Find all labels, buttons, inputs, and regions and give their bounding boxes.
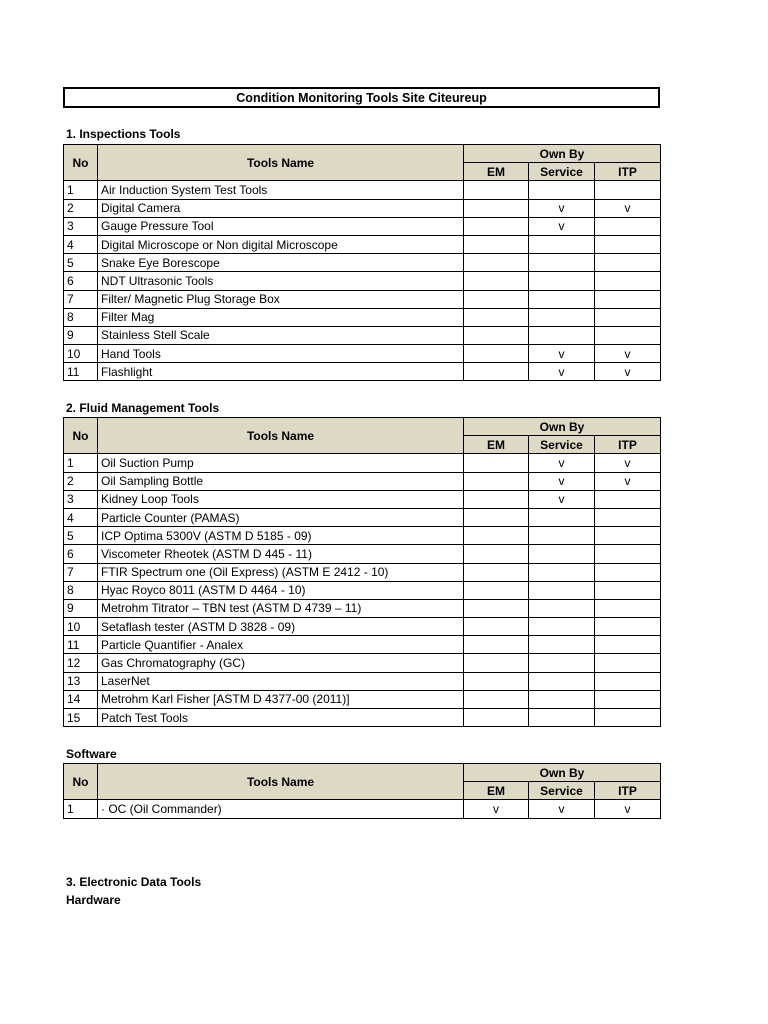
row-itp [595,508,661,526]
header-service: Service [529,782,595,800]
row-tool-name: Hyac Royco 8011 (ASTM D 4464 - 10) [98,581,464,599]
row-service: v [529,800,595,818]
row-tool-name: Oil Suction Pump [98,454,464,472]
table-row [64,508,661,526]
row-service: v [529,199,595,217]
row-service [529,654,595,672]
row-itp: v [595,800,661,818]
table-row [64,599,661,617]
row-itp [595,254,661,272]
section-heading-electronic-data: 3. Electronic Data Tools [66,875,202,889]
table-row [64,690,661,708]
row-itp [595,690,661,708]
header-service: Service [529,163,595,181]
row-itp: v [595,363,661,381]
row-tool-name: Setaflash tester (ASTM D 3828 - 09) [98,618,464,636]
row-no: 6 [64,272,98,290]
row-itp: v [595,454,661,472]
row-em [464,527,529,545]
header-no: No [64,418,98,454]
section-heading-hardware: Hardware [66,893,121,907]
row-service [529,599,595,617]
row-itp [595,599,661,617]
row-no: 5 [64,254,98,272]
row-em [464,363,529,381]
row-tool-name: NDT Ultrasonic Tools [98,272,464,290]
row-em: v [464,800,529,818]
row-no: 12 [64,654,98,672]
row-itp [595,490,661,508]
row-no: 9 [64,326,98,344]
row-no: 1 [64,800,98,818]
section-heading-software: Software [66,747,117,761]
table-row [64,618,661,636]
row-em [464,672,529,690]
header-em: EM [464,436,529,454]
row-service [529,672,595,690]
row-no: 1 [64,181,98,199]
row-tool-name: ICP Optima 5300V (ASTM D 5185 - 09) [98,527,464,545]
row-no: 3 [64,217,98,235]
section-heading-inspections: 1. Inspections Tools [66,127,181,141]
row-no: 11 [64,363,98,381]
row-service: v [529,345,595,363]
row-em [464,199,529,217]
row-no: 13 [64,672,98,690]
row-no: 1 [64,454,98,472]
row-tool-name: Filter Mag [98,308,464,326]
row-em [464,235,529,253]
table-row [64,709,661,727]
row-tool-name: LaserNet [98,672,464,690]
row-no: 6 [64,545,98,563]
row-em [464,545,529,563]
row-em [464,326,529,344]
row-itp [595,272,661,290]
row-no: 15 [64,709,98,727]
inspections-tools-table [63,144,661,381]
fluid-management-tools-table [63,417,661,727]
table-row [64,217,661,235]
row-itp [595,290,661,308]
header-em: EM [464,163,529,181]
table-row [64,472,661,490]
row-service [529,545,595,563]
table-row [64,181,661,199]
table-row [64,272,661,290]
row-tool-name: Digital Camera [98,199,464,217]
header-own-by: Own By [464,145,661,163]
header-em: EM [464,782,529,800]
row-service [529,508,595,526]
row-service: v [529,217,595,235]
row-em [464,709,529,727]
row-em [464,254,529,272]
row-em [464,345,529,363]
row-em [464,217,529,235]
row-em [464,490,529,508]
table-row [64,326,661,344]
table-row [64,363,661,381]
software-tools-table [63,763,661,819]
row-tool-name: Hand Tools [98,345,464,363]
table-row [64,199,661,217]
row-em [464,290,529,308]
row-tool-name: Particle Quantifier - Analex [98,636,464,654]
row-no: 9 [64,599,98,617]
row-no: 11 [64,636,98,654]
row-itp [595,581,661,599]
row-em [464,618,529,636]
row-service [529,636,595,654]
table-row [64,654,661,672]
row-no: 10 [64,618,98,636]
row-service [529,618,595,636]
row-itp [595,326,661,344]
row-itp [595,545,661,563]
row-em [464,272,529,290]
row-tool-name: Air Induction System Test Tools [98,181,464,199]
document-title: Condition Monitoring Tools Site Citeureup [63,87,660,108]
table-row [64,345,661,363]
row-tool-name: Filter/ Magnetic Plug Storage Box [98,290,464,308]
row-service [529,254,595,272]
row-em [464,454,529,472]
row-itp [595,181,661,199]
row-no: 4 [64,235,98,253]
header-itp: ITP [595,782,661,800]
table-row [64,563,661,581]
row-service: v [529,363,595,381]
table-row [64,490,661,508]
row-em [464,636,529,654]
row-itp [595,636,661,654]
row-service [529,709,595,727]
row-tool-name: · OC (Oil Commander) [98,800,464,818]
row-tool-name: Particle Counter (PAMAS) [98,508,464,526]
header-itp: ITP [595,436,661,454]
row-service [529,563,595,581]
row-em [464,690,529,708]
table-row [64,800,661,818]
row-no: 8 [64,581,98,599]
row-itp [595,618,661,636]
table-row [64,636,661,654]
row-em [464,563,529,581]
row-itp: v [595,472,661,490]
header-tools-name: Tools Name [98,418,464,454]
header-no: No [64,764,98,800]
row-tool-name: Flashlight [98,363,464,381]
row-no: 14 [64,690,98,708]
header-own-by: Own By [464,764,661,782]
row-no: 10 [64,345,98,363]
row-service [529,272,595,290]
header-itp: ITP [595,163,661,181]
row-em [464,181,529,199]
row-service [529,235,595,253]
row-itp [595,672,661,690]
table-row [64,581,661,599]
row-em [464,472,529,490]
row-service [529,527,595,545]
header-own-by: Own By [464,418,661,436]
row-tool-name: Oil Sampling Bottle [98,472,464,490]
table-row [64,454,661,472]
table-row [64,672,661,690]
row-no: 2 [64,472,98,490]
row-service [529,290,595,308]
row-service [529,181,595,199]
row-tool-name: Metrohm Karl Fisher [ASTM D 4377-00 (2011)] [98,690,464,708]
table-row [64,527,661,545]
row-tool-name: Kidney Loop Tools [98,490,464,508]
row-itp [595,527,661,545]
row-no: 4 [64,508,98,526]
header-service: Service [529,436,595,454]
row-service: v [529,454,595,472]
header-tools-name: Tools Name [98,145,464,181]
row-no: 8 [64,308,98,326]
row-tool-name: Stainless Stell Scale [98,326,464,344]
row-service [529,581,595,599]
row-itp [595,654,661,672]
row-itp [595,217,661,235]
row-em [464,308,529,326]
header-tools-name: Tools Name [98,764,464,800]
row-tool-name: Gauge Pressure Tool [98,217,464,235]
row-no: 2 [64,199,98,217]
row-service [529,326,595,344]
row-tool-name: Patch Test Tools [98,709,464,727]
row-tool-name: Snake Eye Borescope [98,254,464,272]
table-row [64,545,661,563]
row-tool-name: Metrohm Titrator – TBN test (ASTM D 4739 – 11) [98,599,464,617]
row-service [529,690,595,708]
row-em [464,599,529,617]
table-row [64,290,661,308]
row-tool-name: Viscometer Rheotek (ASTM D 445 - 11) [98,545,464,563]
table-row [64,254,661,272]
row-em [464,581,529,599]
table-row [64,235,661,253]
row-service: v [529,472,595,490]
row-tool-name: Digital Microscope or Non digital Microscope [98,235,464,253]
row-itp [595,709,661,727]
row-no: 5 [64,527,98,545]
row-em [464,654,529,672]
row-itp [595,235,661,253]
row-em [464,508,529,526]
row-no: 3 [64,490,98,508]
table-row [64,308,661,326]
section-heading-fluid-management: 2. Fluid Management Tools [66,401,220,415]
row-itp [595,308,661,326]
row-no: 7 [64,290,98,308]
row-itp [595,563,661,581]
row-no: 7 [64,563,98,581]
row-tool-name: FTIR Spectrum one (Oil Express) (ASTM E 2412 - 10) [98,563,464,581]
row-service [529,308,595,326]
row-tool-name: Gas Chromatography (GC) [98,654,464,672]
header-no: No [64,145,98,181]
row-itp: v [595,345,661,363]
row-service: v [529,490,595,508]
row-itp: v [595,199,661,217]
